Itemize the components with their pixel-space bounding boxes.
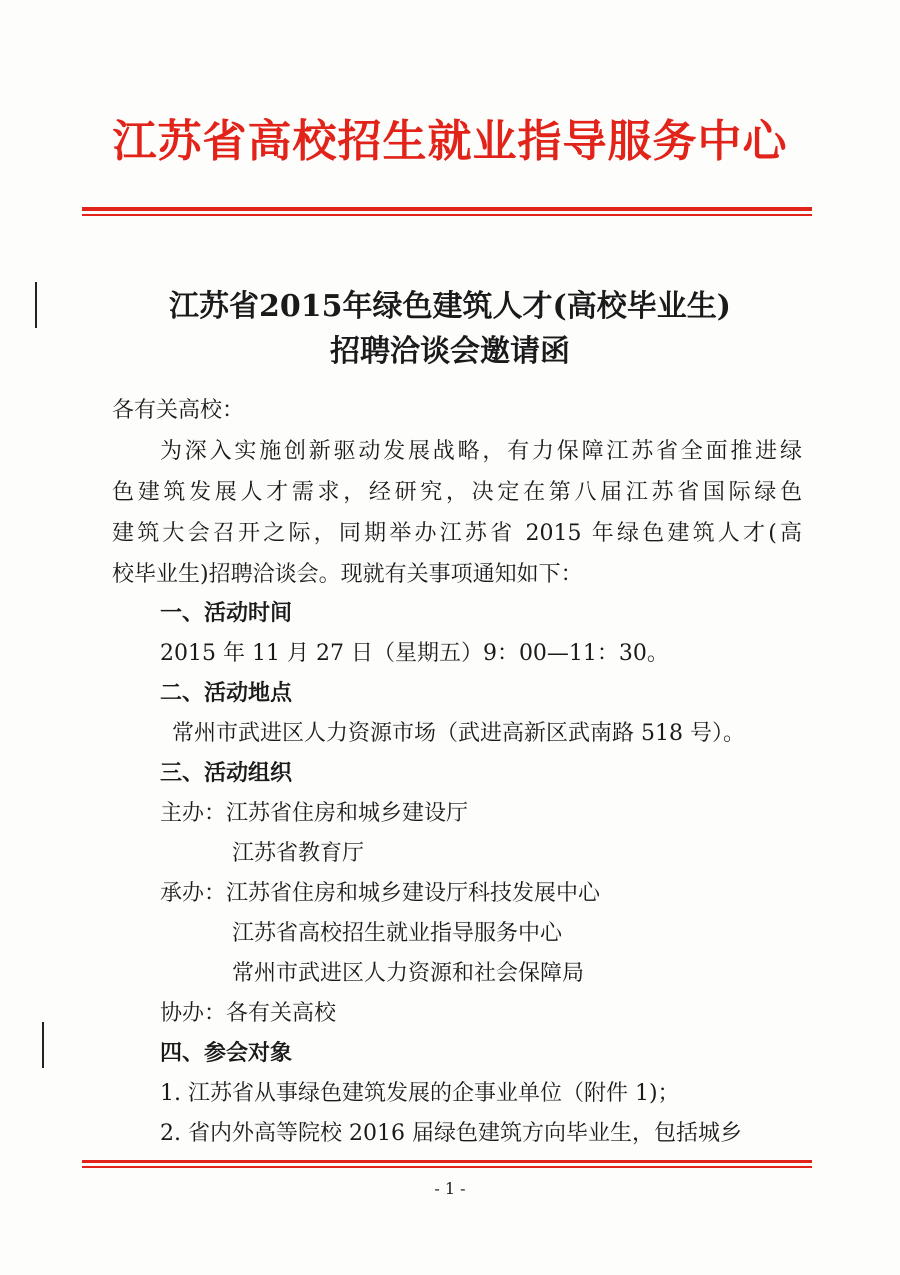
salutation: 各有关高校： (112, 398, 245, 423)
footer-red-rule-thick (82, 1160, 812, 1163)
section-heading-place: 二、活动地点 (160, 681, 293, 706)
masthead-organization-name: 江苏省高校招生就业指导服务中心 (112, 116, 788, 167)
participant-item-1: 1. 江苏省从事绿色建筑发展的企事业单位（附件 1)； (160, 1081, 680, 1106)
organizer-line-3: 常州市武进区人力资源和社会保障局 (232, 961, 585, 986)
host-line: 主办：江苏省住房和城乡建设厅 (160, 801, 469, 826)
intro-paragraph-line-2: 色建筑发展人才需求，经研究，决定在第八届江苏省国际绿色 (112, 480, 802, 505)
intro-paragraph-line-4: 校毕业生)招聘洽谈会。现就有关事项通知如下： (112, 562, 583, 587)
document-title-line-2: 招聘洽谈会邀请函 (330, 334, 570, 369)
participant-item-2: 2. 省内外高等院校 2016 届绿色建筑方向毕业生，包括城乡 (160, 1121, 742, 1146)
section-text-time: 2015 年 11 月 27 日（星期五）9：00—11：30。 (160, 641, 669, 666)
intro-paragraph-line-3: 建筑大会召开之际，同期举办江苏省 2015 年绿色建筑人才(高 (112, 521, 802, 546)
organizer-line-2: 江苏省高校招生就业指导服务中心 (232, 921, 563, 946)
page-number: - 1 - (434, 1179, 466, 1198)
section-heading-time: 一、活动时间 (160, 601, 293, 626)
footer-red-rule-thin (82, 1166, 812, 1168)
document-title-line-1: 江苏省2015年绿色建筑人才(高校毕业生) (169, 289, 731, 324)
section-heading-organization: 三、活动组织 (160, 761, 293, 786)
scan-binding-mark-bottom (42, 1022, 44, 1068)
intro-paragraph-line-1: 为深入实施创新驱动发展战略，有力保障江苏省全面推进绿 (160, 439, 802, 464)
host-line-2: 江苏省教育厅 (232, 841, 365, 866)
masthead-red-rule-thick (82, 207, 812, 211)
assist-line: 协办：各有关高校 (160, 1001, 337, 1026)
masthead-red-rule-thin (82, 214, 812, 216)
section-text-place: 常州市武进区人力资源市场（武进高新区武南路 518 号）。 (172, 721, 745, 746)
section-heading-participants: 四、参会对象 (160, 1041, 293, 1066)
organizer-line: 承办：江苏省住房和城乡建设厅科技发展中心 (160, 881, 601, 906)
